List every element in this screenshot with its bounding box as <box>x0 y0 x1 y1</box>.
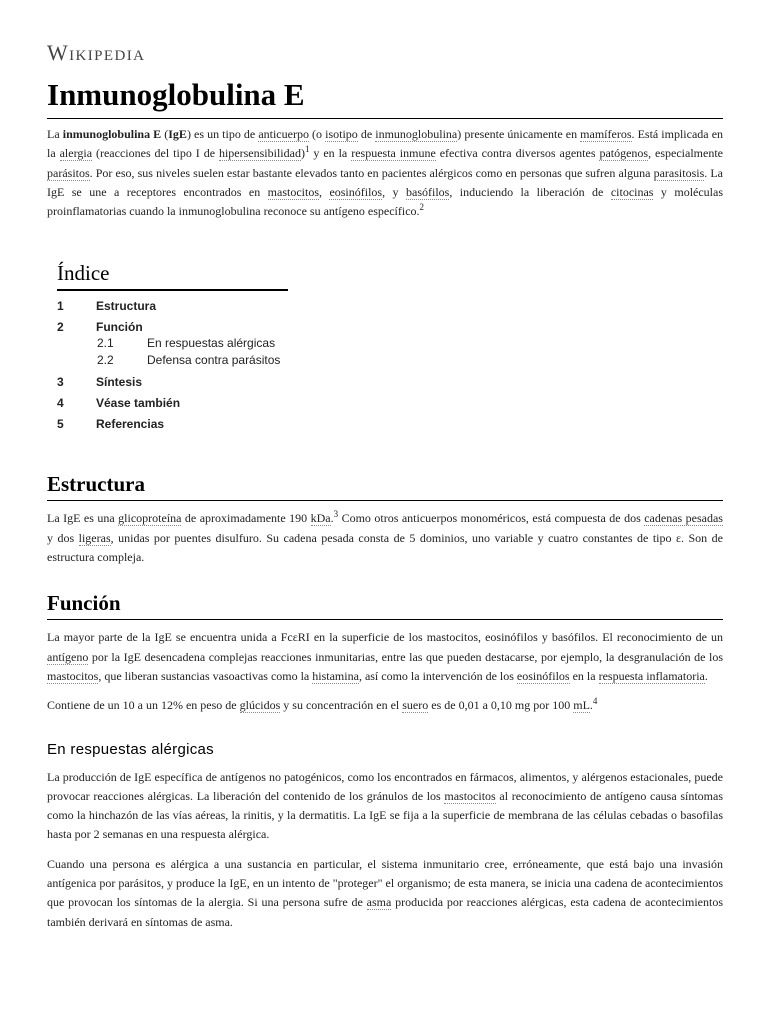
toc-item-estructura[interactable]: 1 Estructura <box>57 299 157 314</box>
reference-1[interactable]: 1 <box>304 144 310 155</box>
funcion-paragraph-1: La mayor parte de la IgE se encuentra unida a FcεRI en la superficie de los mastocitos, eosinófilos y basófilos. El reconocimiento de un antígeno por la IgE desencadena complejas reacciones inmunitarias, entre las que pueden destacarse, por ejemplo, la desgranulación de los mastocitos, que liberan sustancias vasoactivas como la histamina, así como la intervención de los eosinófilos en la respuesta inflamatoria. <box>47 630 723 683</box>
link-hipersensibilidad[interactable]: hipersensibilidad <box>218 146 301 161</box>
toc-sublist <box>97 335 288 369</box>
link-cadenas-pesadas[interactable]: cadenas pesadas <box>644 511 723 526</box>
link-eosinofilos[interactable]: eosinófilos <box>329 184 383 199</box>
reference-4[interactable]: 4 <box>592 696 598 707</box>
link-parasitos[interactable]: parásitos <box>47 165 90 180</box>
toc-title: Índice <box>57 259 288 291</box>
reference-3[interactable]: 3 <box>333 509 339 520</box>
link-basofilos[interactable]: basófilos <box>406 184 450 199</box>
link-isotipo[interactable]: isotipo <box>325 127 358 141</box>
link-eosinofilos-2[interactable]: eosinófilos <box>516 668 570 683</box>
alergicas-paragraph-2: Cuando una persona es alérgica a una sustancia en particular, el sistema inmunitario cree, erróneamente, que está bajo una invasión antígenica por parásitos, y produce la IgE, en un intento de "proteger" el organismo; de esta manera, se inicia una cadena de acontecimientos que provocan los síntomas de la alergia. Si una persona sufre de asma producida por reacciones alérgicas, esta cadena de acontecimientos también derivará en síntomas de asma. <box>47 856 723 929</box>
link-antigeno[interactable]: antígeno <box>47 649 89 664</box>
alergicas-paragraph-1: La producción de IgE específica de antígenos no patogénicos, como los encontrados en fármacos, alimentos, y alérgenos estacionales, puede provocar reacciones alérgicas. La liberación del contenido de los gránulos de los mastocitos al reconocimiento de antígeno causa síntomas como la hinchazón de las vías aéreas, la rinitis, y la dermatitis. La IgE se fija a la superficie de membrana de las células cebadas o basofilas hasta por 2 semanas en una respuesta alérgica. <box>47 769 723 842</box>
link-respuesta-inmune[interactable]: respuesta inmune <box>351 146 436 161</box>
subsection-heading-respuestas-alergicas: En respuestas alérgicas <box>47 740 214 758</box>
article-page <box>47 40 723 942</box>
link-kda[interactable]: kDa <box>310 511 331 526</box>
toc-item-respuestas-alergicas[interactable]: 2.1 En respuestas alérgicas <box>97 336 276 351</box>
link-inmunoglobulina[interactable]: inmunoglobulina <box>375 127 458 141</box>
link-suero[interactable]: suero <box>402 698 429 713</box>
link-patogenos[interactable]: patógenos <box>599 146 649 161</box>
link-glucidos[interactable]: glúcidos <box>239 698 281 713</box>
table-of-contents <box>57 259 288 432</box>
page-title: Inmunoglobulina E <box>47 76 723 119</box>
lead-paragraph: La inmunoglobulina E (IgE) es un tipo de anticuerpo (o isotipo de inmunoglobulina) presente únicamente en mamíferos. Está implicada en la alergia (reacciones del tipo I de hipersensibilidad)$^1$ y en la respuesta inmune efectiva contra diversos agentes patógenos, especialmente parásitos. Por eso, sus niveles suelen estar bastante elevados tanto en pacientes alérgicos como en personas que sufren alguna parasitosis. La IgE se une a receptores encontrados en mastocitos, eosinófilos, y basófilos, induciendo la liberación de citocinas y moléculas proinflamatorias cuando la inmunoglobulina reconoce su antígeno específico.$^2$ <box>47 127 724 219</box>
link-parasitosis[interactable]: parasitosis <box>653 165 705 180</box>
link-alergia[interactable]: alergia <box>59 146 93 161</box>
reference-2[interactable]: 2 <box>419 202 425 213</box>
link-histamina[interactable]: histamina <box>312 668 359 683</box>
link-mastocitos[interactable]: mastocitos <box>267 184 319 199</box>
estructura-paragraph: La IgE es una glicoproteína de aproximadamente 190 kDa.$^3$ Como otros anticuerpos monoméricos, está compuesta de dos cadenas pesadas y dos ligeras, unidas por puentes disulfuro. Su cadena pesada consta de 5 dominios, uno variable y cuatro constantes de tipo ε. Son de estructura compleja. <box>47 509 723 565</box>
section-heading-funcion: Función <box>47 589 723 620</box>
link-glicoproteina[interactable]: glicoproteína <box>118 511 182 526</box>
toc-list <box>57 299 288 432</box>
wikipedia-wordmark[interactable]: Wikipedia <box>47 40 146 65</box>
link-mastocitos-3[interactable]: mastocitos <box>444 788 496 803</box>
section-heading-estructura: Estructura <box>47 470 723 501</box>
toc-item-defensa-parasitos[interactable]: 2.2 Defensa contra parásitos <box>97 353 281 368</box>
funcion-paragraph-2: Contiene de un 10 a un 12% en peso de glúcidos y su concentración en el suero es de 0,01 a 0,10 mg por 100 mL.$^4$ <box>47 696 598 713</box>
link-asma[interactable]: asma <box>366 895 392 910</box>
link-citocinas[interactable]: citocinas <box>610 184 654 199</box>
link-mamiferos[interactable]: mamíferos <box>580 127 632 141</box>
link-ml[interactable]: mL <box>573 698 590 713</box>
link-respuesta-inflamatoria[interactable]: respuesta inflamatoria <box>598 668 705 683</box>
link-mastocitos-2[interactable]: mastocitos <box>47 668 99 683</box>
toc-item-vease-tambien[interactable]: 4 Véase también <box>57 396 181 411</box>
toc-item-referencias[interactable]: 5 Referencias <box>57 417 165 432</box>
toc-item-sintesis[interactable]: 3 Síntesis <box>57 375 143 390</box>
toc-item-funcion[interactable]: 2 Función 2.1 En respuestas alérgicas 2.2 Defensa contra parásitos <box>57 320 288 369</box>
link-ligeras[interactable]: ligeras <box>78 530 111 545</box>
link-anticuerpo[interactable]: anticuerpo <box>258 127 309 141</box>
